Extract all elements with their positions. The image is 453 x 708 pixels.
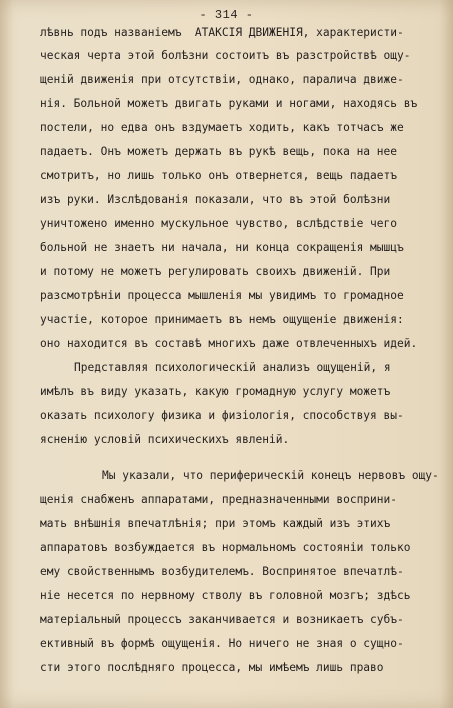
text-line: уничтожено именно мускульное чувство, вслѣдствіе чего [40, 217, 397, 230]
text-line: изъ руки. Изслѣдованія показали, что въ этой болѣзни [40, 193, 391, 206]
text-line: щенія снабженъ аппаратами, предназначенными восприни- [40, 493, 397, 506]
text-line: мать внѣшнія впечатлѣнія; при этомъ каждый изъ этихъ [40, 517, 391, 530]
text-line: падаетъ. Онъ можетъ держать въ рукѣ вещь, пока на нее [40, 145, 397, 158]
paragraph-start-line: Мы указали, что периферическій конецъ нервовъ ощу- [102, 469, 439, 482]
text-line: ческая черта этой болѣзни состоитъ въ разстройствѣ ощу- [40, 49, 411, 62]
text-line: участіе, которое принимаетъ въ немъ ощущеніе движенія: [40, 313, 404, 326]
text-line: лѣвнь подъ названіемъ АТАКСІЯ ДВИЖЕНІЯ, характеристи- [40, 26, 404, 39]
paragraph-start-line: Представляя психологическій анализъ ощущеній, я [74, 361, 391, 374]
text-line: смотритъ, но лишь только онъ отвернется, вещь падаетъ [40, 169, 397, 182]
text-line: оказать психологу физика и физіологія, способствуя вы- [40, 409, 404, 422]
page-number: - 314 - [199, 8, 254, 22]
text-line: оно находится въ составѣ многихъ даже отвлеченныхъ идей. [40, 337, 418, 350]
text-line: разсмотрѣніи процесса мышленія мы увидимъ то громадное [40, 289, 404, 302]
text-line: щеній движенія при отсутствіи, однако, паралича движе- [40, 73, 404, 86]
text-line: нія. Больной можетъ двигать руками и ногами, находясь въ [40, 97, 418, 110]
text-line: и потому не можетъ регулировать своихъ движеній. При [40, 265, 391, 278]
text-line: больной не знаетъ ни начала, ни конца сокращенія мышцъ [40, 241, 404, 254]
text-line: матеріальный процессъ заканчивается и возникаетъ субъ- [40, 613, 404, 626]
text-line: ективный въ формѣ ощущенія. Но ничего не зная о сущно- [40, 637, 404, 650]
body-text [0, 24, 453, 674]
text-line: аппаратовъ возбуждается въ нормальномъ состояніи только [40, 541, 411, 554]
text-line: ему свойственнымъ возбудителемъ. Воспринятое впечатлѣ- [40, 565, 404, 578]
text-line: постели, но едва онъ вздумаетъ ходить, какъ тотчасъ же [40, 121, 404, 134]
text-line: имѣлъ въ виду указать, какую громадную услугу можетъ [40, 385, 391, 398]
text-line: ніе несется по нервному стволу въ головной мозгъ; здѣсь [40, 589, 411, 602]
text-line: ясненію условій психическихъ явленій. [40, 433, 290, 446]
text-line: сти этого послѣдняго процесса, мы имѣемъ лишь право [40, 661, 384, 674]
